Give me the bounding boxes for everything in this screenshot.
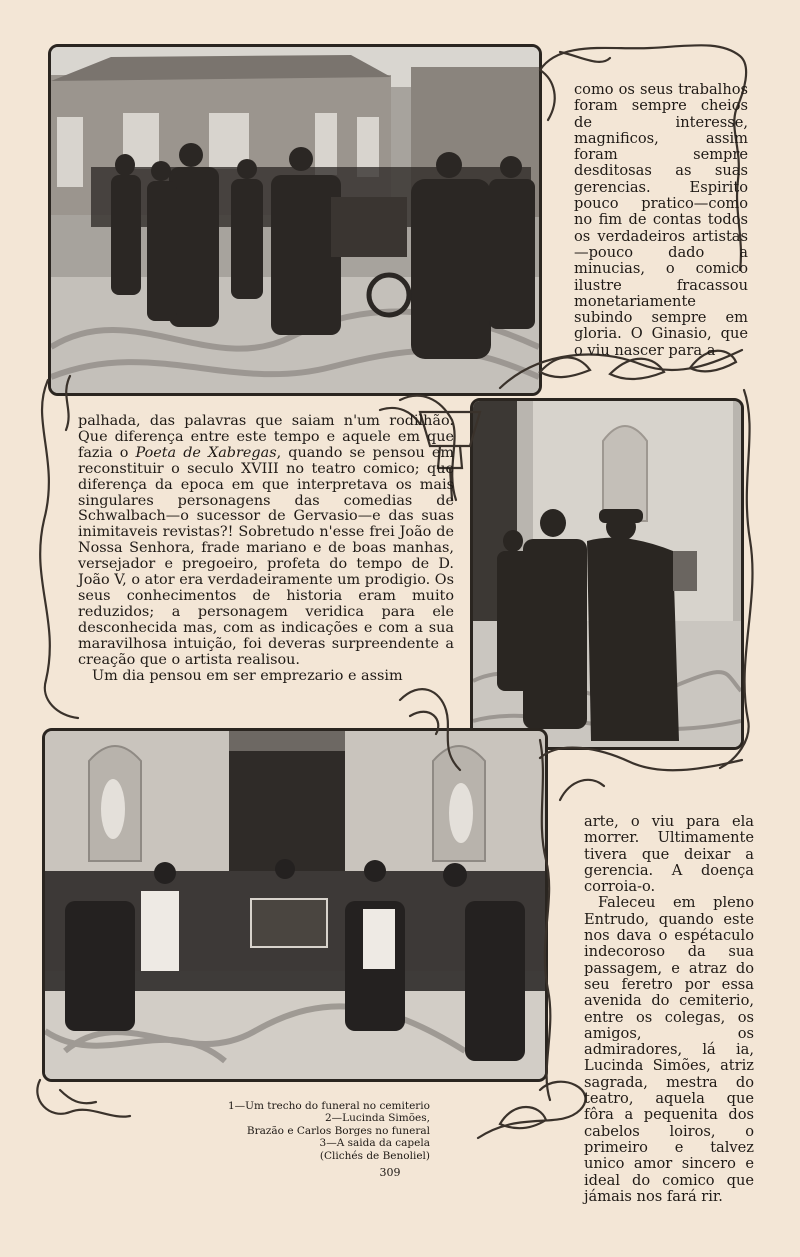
photo-captions: [190, 1100, 430, 1162]
paragraph-middle-part1: palhada, das palavras que saiam n'um rodilhão. Que diferença entre este tempo e aquele em que fazia o: [78, 413, 454, 461]
photo-lucinda-simoes: [470, 398, 744, 750]
paragraph-right-top: como os seus trabalhos foram sempre cheios de interesse, magnificos, assim foram sempre desditosas as suas gerencias. Espirito pouco pratico—como no fim de contas todos os verdadeiros artistas—pouco dado a minucias, o comico ilustre fracassou monetariamente subindo sempre em gloria. O Ginasio, que o viu nascer para a: [574, 81, 748, 359]
paragraph-middle-last: Um dia pensou em ser emprezario e assim: [92, 667, 403, 684]
caption-line: Brazão e Carlos Borges no funeral: [246, 1124, 430, 1137]
page-number: 309: [379, 1166, 401, 1179]
photo-chapel-exit: [42, 728, 548, 1082]
caption-line: 2—Lucinda Simões,: [324, 1112, 430, 1125]
article-column-right-top: [574, 82, 748, 359]
paragraph-right-bottom-1: arte, o viu para ela morrer. Ultimamente tivera que deixar a gerencia. A doença corroia-o.: [584, 813, 754, 896]
paragraph-middle: [78, 414, 454, 669]
paragraph-right-bottom-2: Faleceu em pleno Entrudo, quando este nos dava o espétaculo indecoroso da sua passagem, e atraz do seu feretro por essa avenida do cemiterio, entre os colegas, os amigos, os admiradores, lá ia, Lucinda Simões, atriz sagrada, mestra do teatro, aquela que fôra a pequenita dos cabelos loiros, o primeiro e talvez unico amor sincero e ideal do comico que jámais nos fará rir.: [584, 894, 754, 1205]
article-column-right-bottom: [584, 814, 754, 1205]
caption-line: 3—A saida da capela: [319, 1137, 430, 1150]
paragraph-middle-part2: , quando se pensou em reconstituir o seculo XVIII no teatro comico; que diferença da epoca em que interpretava os mais singulares personagens das comedias de Schwalbach—o sucessor de Gervasio—e das suas inimitaveis revistas?! Sobretudo n'esse frei João de Nossa Senhora, frade mariano e de boas manhas, versejador e pregoeiro, profeta do tempo de D. João V, o ator era verdadeiramente um prodigio. Os seus conhecimentos de historia eram muito reduzidos; a personagem veridica para ele desconhecida mas, com as indicações e com a sua maravilhosa intuição, foi deveras surpreendente a creação que o artista realisou.: [78, 444, 454, 668]
article-column-middle: [78, 414, 454, 684]
caption-credit: (Clichés de Benoliel): [319, 1149, 430, 1162]
caption-line: 1—Um trecho do funeral no cemiterio: [227, 1100, 430, 1112]
photo-funeral-procession: [48, 44, 542, 396]
play-title: Poeta de Xabregas: [135, 444, 277, 461]
